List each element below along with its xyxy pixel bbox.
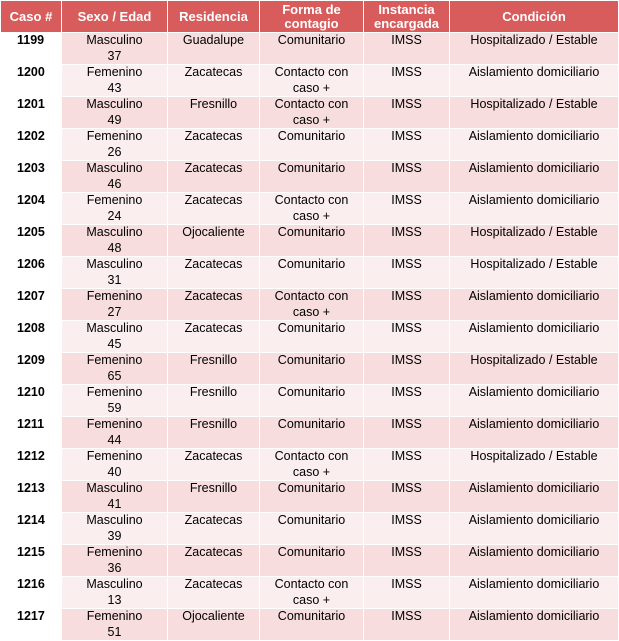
cell-instancia: IMSS [391, 321, 422, 335]
table-row [1, 161, 619, 193]
cell-caso: 1214 [17, 513, 45, 527]
cell-condicion: Hospitalizado / Estable [470, 449, 598, 463]
cell-edad: 65 [107, 368, 122, 383]
cell-residencia: Zacatecas [184, 321, 243, 335]
cell-sexo-edad [64, 449, 165, 480]
cell-contagio: Comunitario [277, 417, 346, 431]
cell-contagio: Comunitario [277, 33, 346, 47]
table-row [1, 321, 619, 353]
cell-edad: 41 [107, 496, 122, 511]
cell-edad: 48 [107, 240, 122, 255]
cell-sexo: Masculino [86, 161, 143, 175]
cell-sexo-edad [64, 225, 165, 256]
cell-edad: 36 [107, 560, 122, 575]
cell-contagio: Contacto con caso + [274, 449, 349, 479]
cell-sexo: Femenino [86, 129, 143, 143]
cell-condicion: Aislamiento domiciliario [468, 417, 600, 431]
cell-sexo: Femenino [86, 65, 143, 79]
cell-instancia: IMSS [391, 97, 422, 111]
cell-residencia: Zacatecas [184, 161, 243, 175]
cell-condicion: Aislamiento domiciliario [468, 481, 600, 495]
cell-condicion: Aislamiento domiciliario [468, 545, 600, 559]
cell-sexo: Femenino [86, 289, 143, 303]
table-row [1, 193, 619, 225]
table-row [1, 609, 619, 641]
header-caso: Caso # [1, 1, 62, 33]
cell-contagio: Comunitario [277, 225, 346, 239]
cell-residencia: Zacatecas [184, 545, 243, 559]
cell-residencia: Zacatecas [184, 129, 243, 143]
cell-sexo-edad [64, 193, 165, 224]
cell-residencia: Ojocaliente [182, 609, 245, 623]
header-residencia: Residencia [168, 1, 260, 33]
cell-instancia: IMSS [391, 513, 422, 527]
cell-sexo: Masculino [86, 33, 143, 47]
table-row [1, 97, 619, 129]
cell-sexo: Femenino [86, 353, 143, 367]
cell-condicion: Aislamiento domiciliario [468, 577, 600, 591]
cell-condicion: Hospitalizado / Estable [470, 257, 598, 271]
cell-sexo-edad [64, 33, 165, 64]
cell-caso: 1208 [17, 321, 45, 335]
cell-residencia: Fresnillo [189, 97, 238, 111]
cell-sexo-edad [64, 513, 165, 544]
cell-contagio: Contacto con caso + [274, 577, 349, 607]
cell-edad: 27 [107, 304, 122, 319]
cell-instancia: IMSS [391, 385, 422, 399]
cell-contagio: Comunitario [277, 609, 346, 623]
table-row [1, 65, 619, 97]
table-row [1, 257, 619, 289]
table-header [1, 1, 619, 33]
cell-instancia: IMSS [391, 289, 422, 303]
cell-residencia: Ojocaliente [182, 225, 245, 239]
header-sexo-edad: Sexo / Edad [62, 1, 168, 33]
cell-condicion: Aislamiento domiciliario [468, 129, 600, 143]
cell-edad: 24 [107, 208, 122, 223]
cell-sexo-edad [64, 129, 165, 160]
cell-instancia: IMSS [391, 609, 422, 623]
cell-caso: 1206 [17, 257, 45, 271]
table-row [1, 577, 619, 609]
cell-sexo: Femenino [86, 193, 143, 207]
cell-sexo: Masculino [86, 513, 143, 527]
cell-sexo: Masculino [86, 577, 143, 591]
cell-sexo: Femenino [86, 449, 143, 463]
cell-instancia: IMSS [391, 257, 422, 271]
cell-sexo: Masculino [86, 257, 143, 271]
cell-instancia: IMSS [391, 449, 422, 463]
cell-sexo-edad [64, 97, 165, 128]
cell-instancia: IMSS [391, 129, 422, 143]
cell-caso: 1204 [17, 193, 45, 207]
cell-condicion: Hospitalizado / Estable [470, 33, 598, 47]
cell-sexo-edad [64, 321, 165, 352]
cell-condicion: Aislamiento domiciliario [468, 161, 600, 175]
table-row [1, 129, 619, 161]
table-row [1, 385, 619, 417]
cell-edad: 45 [107, 336, 122, 351]
cell-caso: 1210 [17, 385, 45, 399]
cell-residencia: Zacatecas [184, 513, 243, 527]
header-instancia: Instancia encargada [364, 1, 450, 33]
cell-instancia: IMSS [391, 65, 422, 79]
cell-contagio: Comunitario [277, 353, 346, 367]
cell-edad: 13 [107, 592, 122, 607]
cell-sexo: Femenino [86, 385, 143, 399]
cell-contagio: Contacto con caso + [274, 193, 349, 223]
cell-caso: 1211 [17, 417, 45, 431]
table-row [1, 481, 619, 513]
cell-condicion: Hospitalizado / Estable [470, 225, 598, 239]
cell-sexo-edad [64, 577, 165, 608]
cell-instancia: IMSS [391, 193, 422, 207]
cell-sexo: Masculino [86, 97, 143, 111]
table-row [1, 513, 619, 545]
cell-caso: 1209 [17, 353, 45, 367]
cell-sexo: Femenino [86, 545, 143, 559]
cell-residencia: Fresnillo [189, 353, 238, 367]
cell-contagio: Comunitario [277, 161, 346, 175]
table-row [1, 417, 619, 449]
cell-edad: 59 [107, 400, 122, 415]
cell-sexo-edad [64, 417, 165, 448]
cell-condicion: Aislamiento domiciliario [468, 65, 600, 79]
cell-instancia: IMSS [391, 481, 422, 495]
cell-residencia: Zacatecas [184, 577, 243, 591]
header-forma-contagio: Forma de contagio [260, 1, 364, 33]
cell-residencia: Guadalupe [182, 33, 245, 47]
cell-caso: 1200 [17, 65, 45, 79]
cell-instancia: IMSS [391, 161, 422, 175]
cell-caso: 1215 [17, 545, 45, 559]
cell-contagio: Contacto con caso + [274, 97, 349, 127]
cell-contagio: Comunitario [277, 257, 346, 271]
cell-instancia: IMSS [391, 417, 422, 431]
cell-caso: 1203 [17, 161, 45, 175]
table-row [1, 545, 619, 577]
cell-sexo: Masculino [86, 225, 143, 239]
cell-sexo-edad [64, 481, 165, 512]
cell-contagio: Comunitario [277, 385, 346, 399]
cell-edad: 31 [107, 272, 122, 287]
cell-instancia: IMSS [391, 225, 422, 239]
table-row [1, 353, 619, 385]
cell-caso: 1217 [17, 609, 45, 623]
cell-residencia: Fresnillo [189, 385, 238, 399]
cell-caso: 1201 [17, 97, 45, 111]
cell-contagio: Comunitario [277, 513, 346, 527]
cell-condicion: Hospitalizado / Estable [470, 353, 598, 367]
cell-residencia: Zacatecas [184, 449, 243, 463]
cell-caso: 1202 [17, 129, 45, 143]
cell-edad: 37 [107, 48, 122, 63]
cell-caso: 1216 [17, 577, 45, 591]
table-row [1, 449, 619, 481]
cell-sexo-edad [64, 65, 165, 96]
cell-condicion: Aislamiento domiciliario [468, 321, 600, 335]
table-row [1, 225, 619, 257]
cell-condicion: Hospitalizado / Estable [470, 97, 598, 111]
cell-edad: 44 [107, 432, 122, 447]
cell-residencia: Zacatecas [184, 193, 243, 207]
cell-sexo: Femenino [86, 609, 143, 623]
cell-sexo-edad [64, 545, 165, 576]
cell-edad: 51 [107, 624, 122, 639]
cell-condicion: Aislamiento domiciliario [468, 289, 600, 303]
cell-residencia: Fresnillo [189, 417, 238, 431]
cell-edad: 26 [107, 144, 122, 159]
cell-caso: 1212 [17, 449, 45, 463]
cell-sexo-edad [64, 609, 165, 640]
table-body [1, 33, 619, 641]
cell-condicion: Aislamiento domiciliario [468, 513, 600, 527]
cell-sexo-edad [64, 289, 165, 320]
cell-caso: 1199 [17, 33, 45, 47]
cell-sexo: Masculino [86, 481, 143, 495]
cell-residencia: Zacatecas [184, 65, 243, 79]
cell-residencia: Fresnillo [189, 481, 238, 495]
cell-caso: 1207 [17, 289, 45, 303]
cell-edad: 40 [107, 464, 122, 479]
cell-condicion: Aislamiento domiciliario [468, 385, 600, 399]
cell-sexo-edad [64, 257, 165, 288]
cell-caso: 1205 [17, 225, 45, 239]
cell-contagio: Contacto con caso + [274, 289, 349, 319]
cell-sexo-edad [64, 385, 165, 416]
cell-instancia: IMSS [391, 353, 422, 367]
cell-contagio: Comunitario [277, 129, 346, 143]
cell-instancia: IMSS [391, 577, 422, 591]
cell-contagio: Contacto con caso + [274, 65, 349, 95]
cell-residencia: Zacatecas [184, 257, 243, 271]
cell-contagio: Comunitario [277, 545, 346, 559]
cell-caso: 1213 [17, 481, 45, 495]
cell-instancia: IMSS [391, 545, 422, 559]
table-row [1, 33, 619, 65]
cell-condicion: Aislamiento domiciliario [468, 193, 600, 207]
cell-edad: 39 [107, 528, 122, 543]
cell-sexo: Masculino [86, 321, 143, 335]
cell-edad: 49 [107, 112, 122, 127]
cell-sexo: Femenino [86, 417, 143, 431]
header-condicion: Condición [450, 1, 619, 33]
cell-sexo-edad [64, 161, 165, 192]
cell-condicion: Aislamiento domiciliario [468, 609, 600, 623]
cell-instancia: IMSS [391, 33, 422, 47]
cell-contagio: Comunitario [277, 481, 346, 495]
cell-contagio: Comunitario [277, 321, 346, 335]
table-row [1, 289, 619, 321]
cell-sexo-edad [64, 353, 165, 384]
cell-edad: 46 [107, 176, 122, 191]
cell-edad: 43 [107, 80, 122, 95]
cell-residencia: Zacatecas [184, 289, 243, 303]
